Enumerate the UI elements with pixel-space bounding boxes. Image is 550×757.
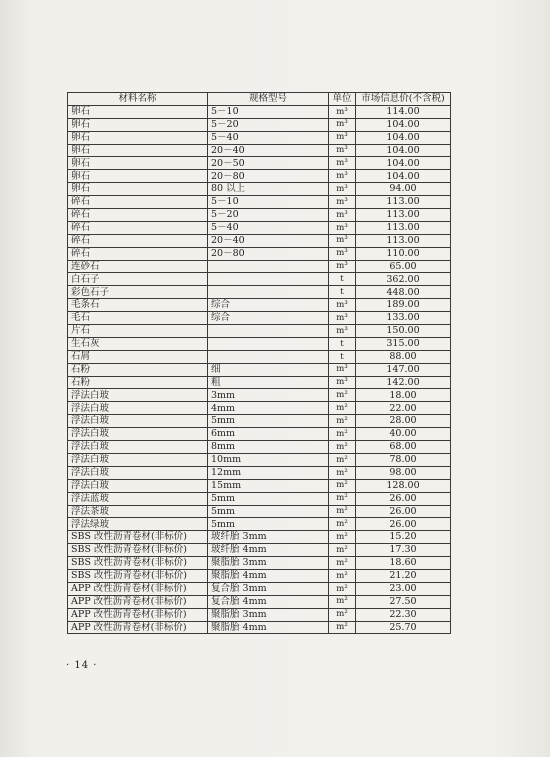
price-cell: 104.00 — [356, 144, 451, 157]
spec-cell: 20－40 — [208, 144, 329, 157]
unit-cell: m² — [329, 453, 356, 466]
price-cell: 18.00 — [356, 389, 451, 402]
unit-cell: m² — [329, 595, 356, 608]
price-cell: 88.00 — [356, 350, 451, 363]
price-cell: 113.00 — [356, 209, 451, 222]
material-name-cell: 卵石 — [68, 170, 208, 183]
material-name-cell: 卵石 — [68, 144, 208, 157]
spec-cell: 5mm — [208, 492, 329, 505]
price-cell: 104.00 — [356, 118, 451, 131]
material-name-cell: 石屑 — [68, 350, 208, 363]
price-cell: 128.00 — [356, 479, 451, 492]
price-cell: 21.20 — [356, 569, 451, 582]
unit-cell: m³ — [329, 144, 356, 157]
material-name-cell: 碎石 — [68, 209, 208, 222]
material-name-cell: 卵石 — [68, 131, 208, 144]
table-row — [68, 247, 451, 260]
price-cell: 28.00 — [356, 415, 451, 428]
price-cell: 27.50 — [356, 595, 451, 608]
unit-cell: m² — [329, 608, 356, 621]
table-row — [68, 544, 451, 557]
table-row — [68, 325, 451, 338]
unit-cell: m³ — [329, 183, 356, 196]
table-row — [68, 518, 451, 531]
unit-cell: m³ — [329, 260, 356, 273]
table-row — [68, 453, 451, 466]
table-header-row — [68, 93, 451, 106]
spec-cell: 12mm — [208, 466, 329, 479]
material-name-cell: 浮法白玻 — [68, 389, 208, 402]
table-row — [68, 505, 451, 518]
spec-cell: 聚脂胎 3mm — [208, 557, 329, 570]
spec-cell: 复合胎 3mm — [208, 582, 329, 595]
table-row — [68, 608, 451, 621]
table-row — [68, 363, 451, 376]
table-body — [68, 105, 451, 634]
table-row — [68, 389, 451, 402]
header-material-name: 材料名称 — [68, 93, 208, 106]
spec-cell: 20－50 — [208, 157, 329, 170]
table-row — [68, 234, 451, 247]
material-name-cell: 彩色石子 — [68, 286, 208, 299]
material-name-cell: 浮法白玻 — [68, 428, 208, 441]
material-name-cell: 连砂石 — [68, 260, 208, 273]
unit-cell: m³ — [329, 105, 356, 118]
price-cell: 26.00 — [356, 518, 451, 531]
unit-cell: m² — [329, 621, 356, 634]
unit-cell: m³ — [329, 118, 356, 131]
spec-cell — [208, 260, 329, 273]
spec-cell: 聚脂胎 4mm — [208, 621, 329, 634]
table-row — [68, 118, 451, 131]
unit-cell: m³ — [329, 376, 356, 389]
spec-cell: 5mm — [208, 505, 329, 518]
table-row — [68, 569, 451, 582]
material-name-cell: 碎石 — [68, 196, 208, 209]
spec-cell: 20－40 — [208, 234, 329, 247]
price-cell: 189.00 — [356, 299, 451, 312]
spec-cell: 10mm — [208, 453, 329, 466]
table-row — [68, 441, 451, 454]
table-row — [68, 557, 451, 570]
price-cell: 78.00 — [356, 453, 451, 466]
price-cell: 15.20 — [356, 531, 451, 544]
material-name-cell: 碎石 — [68, 234, 208, 247]
price-cell: 22.30 — [356, 608, 451, 621]
price-cell: 98.00 — [356, 466, 451, 479]
unit-cell: m² — [329, 441, 356, 454]
price-cell: 104.00 — [356, 170, 451, 183]
table-row — [68, 144, 451, 157]
material-name-cell: APP 改性沥青卷材(非标价) — [68, 582, 208, 595]
table-row — [68, 376, 451, 389]
unit-cell: m² — [329, 479, 356, 492]
price-cell: 110.00 — [356, 247, 451, 260]
header-market-price: 市场信息价(不含税) — [356, 93, 451, 106]
unit-cell: t — [329, 350, 356, 363]
spec-cell: 5－20 — [208, 209, 329, 222]
price-cell: 94.00 — [356, 183, 451, 196]
spec-cell: 5－40 — [208, 221, 329, 234]
spec-cell: 20－80 — [208, 247, 329, 260]
table-row — [68, 312, 451, 325]
table-row — [68, 621, 451, 634]
spec-cell: 综合 — [208, 312, 329, 325]
price-cell: 362.00 — [356, 273, 451, 286]
material-name-cell: 浮法蓝玻 — [68, 492, 208, 505]
material-name-cell: 石粉 — [68, 376, 208, 389]
price-cell: 40.00 — [356, 428, 451, 441]
unit-cell: m² — [329, 569, 356, 582]
unit-cell: m³ — [329, 131, 356, 144]
material-name-cell: 卵石 — [68, 183, 208, 196]
unit-cell: m² — [329, 492, 356, 505]
unit-cell: m³ — [329, 234, 356, 247]
material-name-cell: 毛条石 — [68, 299, 208, 312]
spec-cell: 5mm — [208, 518, 329, 531]
header-spec-model: 规格型号 — [208, 93, 329, 106]
price-cell: 104.00 — [356, 131, 451, 144]
unit-cell: m² — [329, 518, 356, 531]
unit-cell: t — [329, 337, 356, 350]
table-row — [68, 492, 451, 505]
spec-cell: 聚脂胎 3mm — [208, 608, 329, 621]
price-cell: 104.00 — [356, 157, 451, 170]
spec-cell — [208, 273, 329, 286]
unit-cell: m³ — [329, 157, 356, 170]
price-cell: 315.00 — [356, 337, 451, 350]
table-row — [68, 170, 451, 183]
price-cell: 133.00 — [356, 312, 451, 325]
spec-cell — [208, 286, 329, 299]
table-row — [68, 183, 451, 196]
material-name-cell: 卵石 — [68, 105, 208, 118]
price-cell: 23.00 — [356, 582, 451, 595]
price-cell: 448.00 — [356, 286, 451, 299]
spec-cell: 5－20 — [208, 118, 329, 131]
spec-cell: 5－40 — [208, 131, 329, 144]
spec-cell: 玻纤胎 4mm — [208, 544, 329, 557]
price-cell: 147.00 — [356, 363, 451, 376]
spec-cell — [208, 350, 329, 363]
price-table — [67, 92, 451, 634]
table-row — [68, 131, 451, 144]
spec-cell: 8mm — [208, 441, 329, 454]
unit-cell: m² — [329, 415, 356, 428]
spec-cell: 细 — [208, 363, 329, 376]
material-name-cell: 浮法白玻 — [68, 453, 208, 466]
price-cell: 68.00 — [356, 441, 451, 454]
price-cell: 17.30 — [356, 544, 451, 557]
spec-cell — [208, 325, 329, 338]
material-name-cell: 卵石 — [68, 118, 208, 131]
unit-cell: m³ — [329, 325, 356, 338]
spec-cell: 5－10 — [208, 196, 329, 209]
unit-cell: m² — [329, 505, 356, 518]
spec-cell — [208, 337, 329, 350]
spec-cell: 5mm — [208, 415, 329, 428]
table-row — [68, 273, 451, 286]
material-name-cell: 白石子 — [68, 273, 208, 286]
table-row — [68, 105, 451, 118]
material-name-cell: SBS 改性沥青卷材(非标价) — [68, 544, 208, 557]
unit-cell: m³ — [329, 209, 356, 222]
material-name-cell: SBS 改性沥青卷材(非标价) — [68, 531, 208, 544]
spec-cell: 聚脂胎 4mm — [208, 569, 329, 582]
header-unit: 单位 — [329, 93, 356, 106]
material-name-cell: 卵石 — [68, 157, 208, 170]
spec-cell: 粗 — [208, 376, 329, 389]
material-name-cell: 石粉 — [68, 363, 208, 376]
table-row — [68, 582, 451, 595]
unit-cell: m³ — [329, 196, 356, 209]
material-name-cell: 碎石 — [68, 247, 208, 260]
table-row — [68, 209, 451, 222]
spec-cell: 综合 — [208, 299, 329, 312]
spec-cell: 5－10 — [208, 105, 329, 118]
table-row — [68, 531, 451, 544]
material-name-cell: 生石灰 — [68, 337, 208, 350]
unit-cell: m³ — [329, 299, 356, 312]
price-cell: 150.00 — [356, 325, 451, 338]
spec-cell: 复合胎 4mm — [208, 595, 329, 608]
material-name-cell: 碎石 — [68, 221, 208, 234]
spec-cell: 玻纤胎 3mm — [208, 531, 329, 544]
price-cell: 26.00 — [356, 505, 451, 518]
unit-cell: m³ — [329, 247, 356, 260]
material-name-cell: 浮法白玻 — [68, 479, 208, 492]
material-name-cell: SBS 改性沥青卷材(非标价) — [68, 569, 208, 582]
unit-cell: m³ — [329, 170, 356, 183]
price-cell: 65.00 — [356, 260, 451, 273]
unit-cell: m² — [329, 582, 356, 595]
price-cell: 113.00 — [356, 196, 451, 209]
material-name-cell: 浮法白玻 — [68, 402, 208, 415]
table-row — [68, 337, 451, 350]
material-name-cell: APP 改性沥青卷材(非标价) — [68, 595, 208, 608]
unit-cell: t — [329, 273, 356, 286]
unit-cell: m³ — [329, 363, 356, 376]
price-cell: 18.60 — [356, 557, 451, 570]
price-cell: 113.00 — [356, 234, 451, 247]
price-cell: 142.00 — [356, 376, 451, 389]
unit-cell: m² — [329, 557, 356, 570]
unit-cell: m² — [329, 428, 356, 441]
spec-cell: 15mm — [208, 479, 329, 492]
spec-cell: 80 以上 — [208, 183, 329, 196]
table-row — [68, 466, 451, 479]
spec-cell: 3mm — [208, 389, 329, 402]
unit-cell: m³ — [329, 312, 356, 325]
price-cell: 26.00 — [356, 492, 451, 505]
material-name-cell: SBS 改性沥青卷材(非标价) — [68, 557, 208, 570]
table-row — [68, 415, 451, 428]
material-name-cell: APP 改性沥青卷材(非标价) — [68, 608, 208, 621]
spec-cell: 4mm — [208, 402, 329, 415]
table-row — [68, 196, 451, 209]
unit-cell: m³ — [329, 221, 356, 234]
material-name-cell: 浮法茶玻 — [68, 505, 208, 518]
spec-cell: 20－80 — [208, 170, 329, 183]
table-row — [68, 595, 451, 608]
price-cell: 22.00 — [356, 402, 451, 415]
material-name-cell: 毛石 — [68, 312, 208, 325]
spec-cell: 6mm — [208, 428, 329, 441]
unit-cell: m² — [329, 544, 356, 557]
material-name-cell: 浮法绿玻 — [68, 518, 208, 531]
table-row — [68, 299, 451, 312]
table-row — [68, 428, 451, 441]
unit-cell: m² — [329, 389, 356, 402]
table-row — [68, 260, 451, 273]
page-number: · 14 · — [66, 660, 98, 671]
unit-cell: m² — [329, 466, 356, 479]
unit-cell: m² — [329, 402, 356, 415]
material-name-cell: 浮法白玻 — [68, 441, 208, 454]
table-row — [68, 479, 451, 492]
table-row — [68, 350, 451, 363]
price-cell: 113.00 — [356, 221, 451, 234]
unit-cell: m² — [329, 531, 356, 544]
table-row — [68, 157, 451, 170]
price-cell: 114.00 — [356, 105, 451, 118]
table-row — [68, 221, 451, 234]
material-name-cell: 浮法白玻 — [68, 466, 208, 479]
material-name-cell: 浮法白玻 — [68, 415, 208, 428]
unit-cell: t — [329, 286, 356, 299]
price-cell: 25.70 — [356, 621, 451, 634]
material-name-cell: 片石 — [68, 325, 208, 338]
table-row — [68, 286, 451, 299]
table-row — [68, 402, 451, 415]
material-name-cell: APP 改性沥青卷材(非标价) — [68, 621, 208, 634]
